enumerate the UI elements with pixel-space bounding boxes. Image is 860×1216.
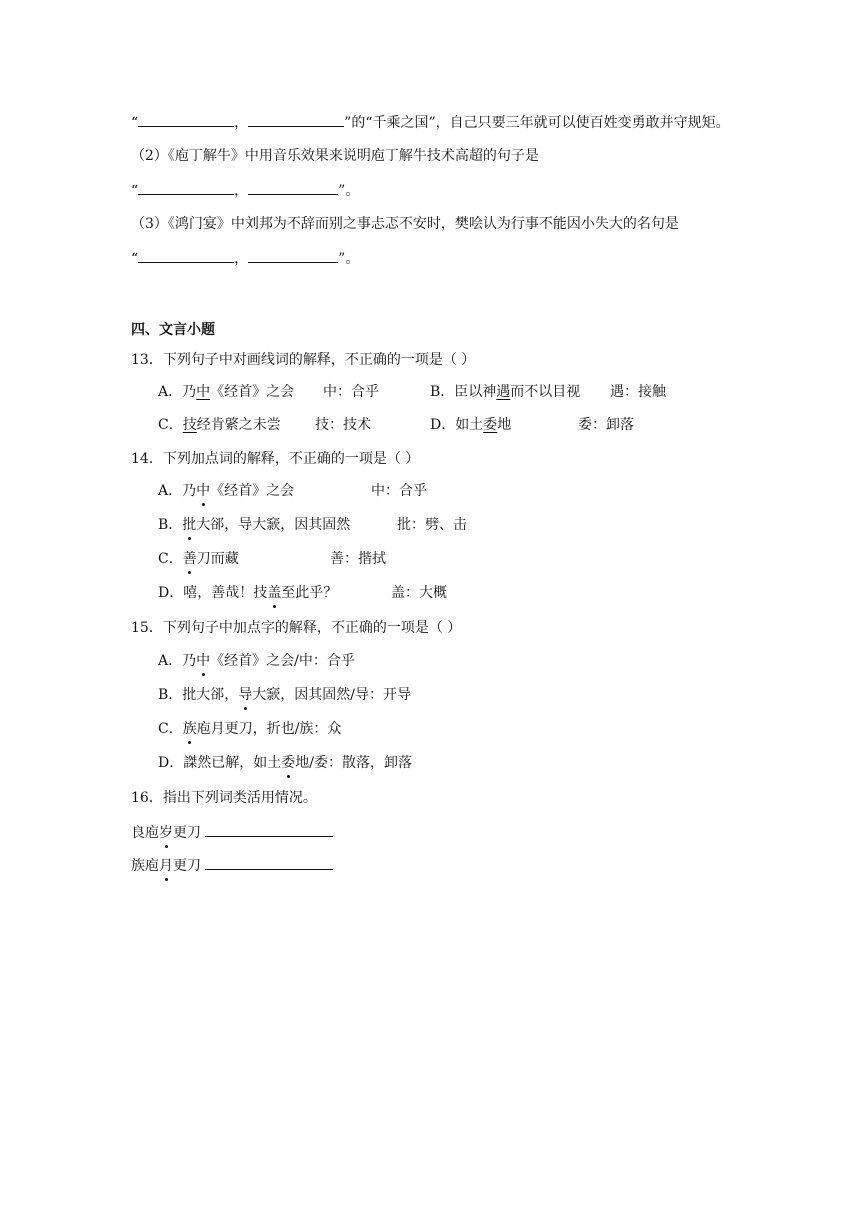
q16-item-1: 良庖岁更刀 <box>131 822 333 843</box>
answer-blank[interactable] <box>138 112 234 127</box>
question-15-stem: 15．下列句子中加点字的解释，不正确的一项是（ ） <box>131 620 462 636</box>
question-3-text: （3）《鸿门宴》中刘邦为不辞而别之事忐忑不安时，樊哙认为行事不能因小失大的名句是 <box>131 216 679 232</box>
fill-line-3: “ ， ”。 <box>131 248 359 269</box>
q15-option-d[interactable]: D．謋然已解，如土委地/委：散落，卸落 <box>158 755 412 771</box>
q13-option-b-expl: 遇：接触 <box>610 384 666 400</box>
fill-line-2: “ ， ”。 <box>131 180 359 201</box>
answer-blank[interactable] <box>205 822 333 837</box>
q13-option-d[interactable]: D．如土委地 <box>430 417 512 433</box>
q13-option-c[interactable]: C．技经肯綮之未尝 <box>158 417 281 433</box>
fill-line-1: “ ， ”的“千乘之国”，自己只要三年就可以使百姓变勇敢并守规矩。 <box>131 112 730 133</box>
q15-option-a[interactable]: A．乃中《经首》之会/中：合乎 <box>158 653 355 669</box>
q13-option-c-expl: 技：技术 <box>315 417 371 433</box>
q14-option-c[interactable]: C．善刀而藏 <box>158 551 239 567</box>
question-13-stem: 13．下列句子中对画线词的解释，不正确的一项是（ ） <box>131 352 476 368</box>
q14-option-a-expl: 中：合乎 <box>371 483 427 499</box>
q13-option-b[interactable]: B．臣以神遇而不以目视 <box>430 384 581 400</box>
q14-option-d[interactable]: D．嘻，善哉！技盖至此乎？ <box>158 585 338 601</box>
answer-blank[interactable] <box>248 112 344 127</box>
q14-option-b-expl: 批：劈、击 <box>397 517 467 533</box>
answer-blank[interactable] <box>248 248 338 263</box>
question-16-stem: 16．指出下列词类活用情况。 <box>131 790 317 806</box>
answer-blank[interactable] <box>138 180 234 195</box>
q13-option-d-expl: 委：卸落 <box>578 417 634 433</box>
q14-option-d-expl: 盖：大概 <box>391 585 447 601</box>
question-14-stem: 14．下列加点词的解释，不正确的一项是（ ） <box>131 451 420 467</box>
section-title: 四、文言小题 <box>131 322 215 338</box>
answer-blank[interactable] <box>205 855 333 870</box>
answer-blank[interactable] <box>138 248 234 263</box>
q13-option-a[interactable]: A．乃中《经首》之会 <box>158 384 295 400</box>
q16-item-2: 族庖月更刀 <box>131 855 333 876</box>
q14-option-a[interactable]: A．乃中《经首》之会 <box>158 483 295 499</box>
q14-option-b[interactable]: B．批大郤，导大窾，因其固然 <box>158 517 351 533</box>
q14-option-c-expl: 善：揩拭 <box>330 551 386 567</box>
answer-blank[interactable] <box>248 180 338 195</box>
q13-option-a-expl: 中：合乎 <box>323 384 379 400</box>
q15-option-c[interactable]: C．族庖月更刀，折也/族：众 <box>158 721 342 737</box>
q15-option-b[interactable]: B．批大郤，导大窾，因其固然/导：开导 <box>158 687 412 703</box>
question-2-text: （2）《庖丁解牛》中用音乐效果来说明庖丁解牛技术高超的句子是 <box>131 148 539 164</box>
